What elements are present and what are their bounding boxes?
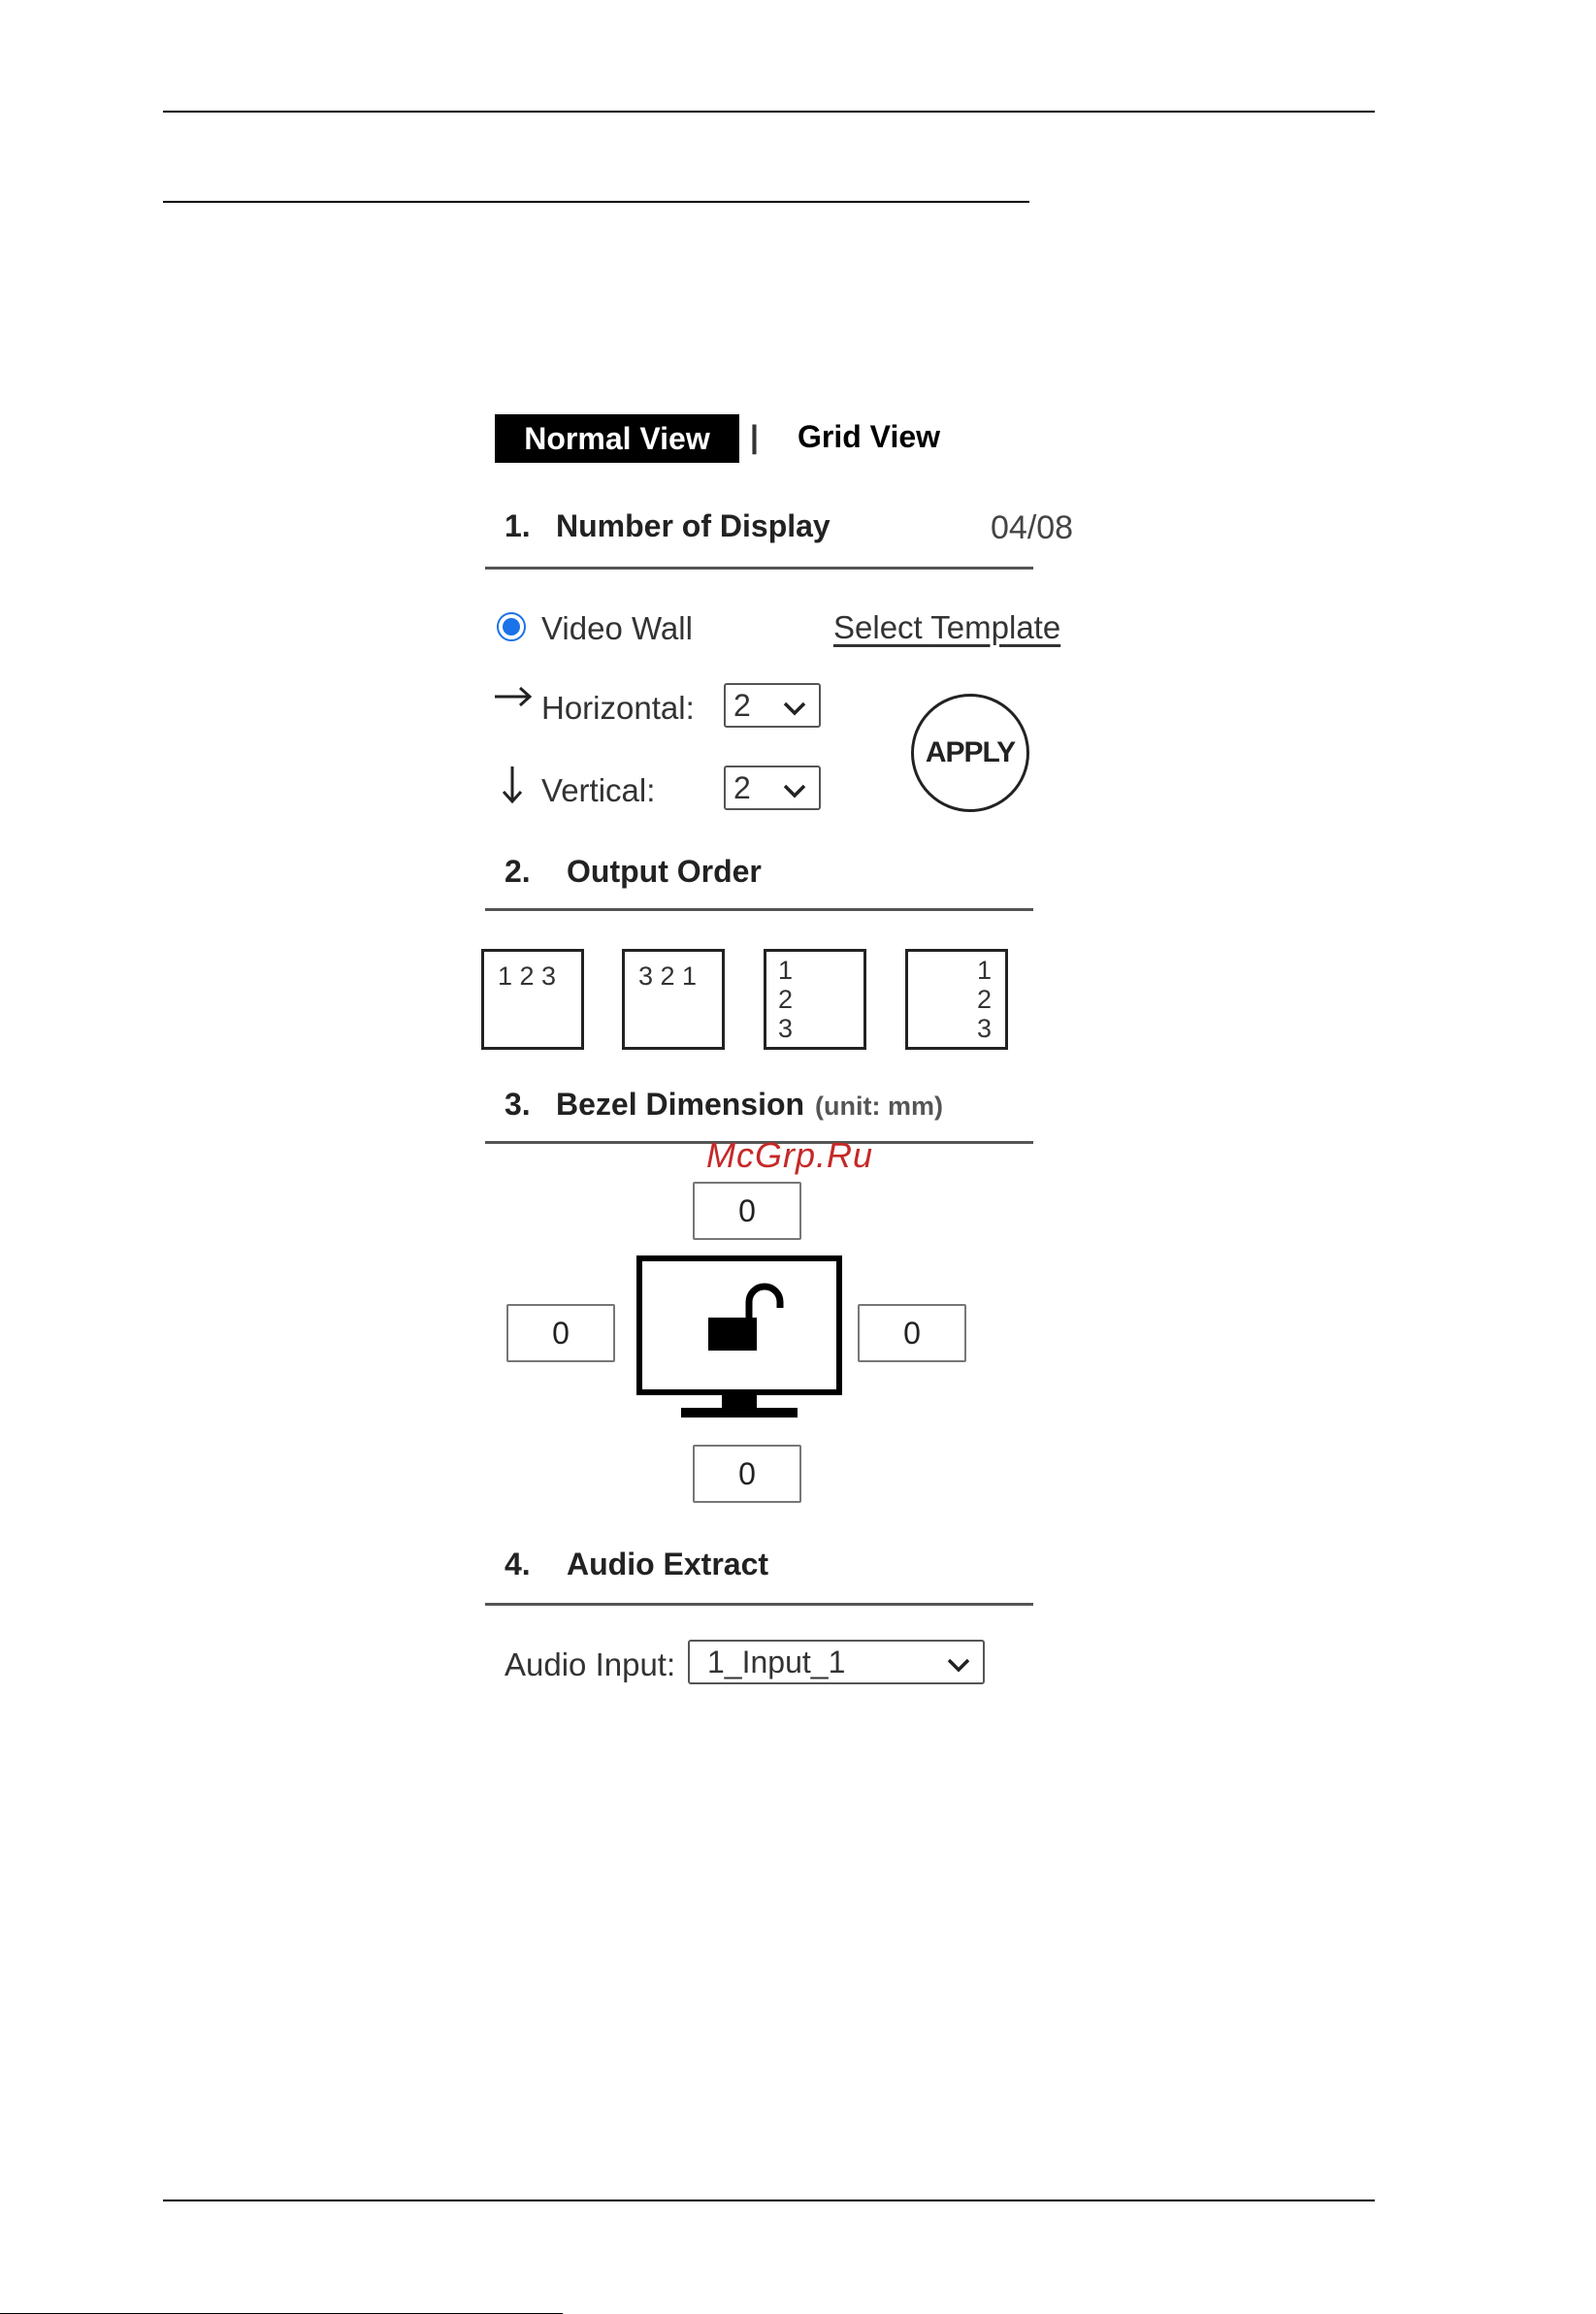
order-digit: 3	[778, 1014, 794, 1043]
section4-divider	[485, 1603, 1033, 1606]
section3-number: 3.	[505, 1087, 531, 1122]
section1-number: 1.	[505, 508, 531, 543]
bezel-top-input[interactable]: 0	[693, 1182, 801, 1240]
order-right-to-left-button[interactable]	[622, 949, 725, 1050]
order-left-to-right-button[interactable]	[481, 949, 584, 1050]
watermark-text: McGrp.Ru	[706, 1135, 874, 1175]
arrow-right-icon	[493, 685, 534, 713]
horizontal-label: Horizontal:	[541, 690, 695, 726]
chevron-down-icon	[782, 770, 807, 806]
section2-number: 2.	[505, 854, 531, 889]
footer-rule	[163, 2200, 1375, 2201]
section4-title: Audio Extract	[567, 1547, 769, 1581]
tab-separator: |	[750, 419, 759, 454]
chevron-down-icon	[782, 688, 807, 724]
order-digit: 1	[976, 956, 992, 985]
apply-button[interactable]: APPLY	[911, 694, 1029, 812]
tab-normal-view[interactable]: Normal View	[495, 414, 739, 463]
bezel-left-input[interactable]: 0	[506, 1304, 615, 1362]
section2-divider	[485, 908, 1033, 911]
order-digit: 2	[976, 985, 992, 1014]
order-top-to-bottom-right-button[interactable]	[905, 949, 1008, 1050]
section3-title: Bezel Dimension	[556, 1087, 805, 1122]
chevron-down-icon	[946, 1645, 971, 1680]
display-count: 04/08	[991, 509, 1074, 546]
video-wall-radio[interactable]	[497, 612, 526, 641]
header-rule	[163, 111, 1375, 113]
tab-grid-view[interactable]: Grid View	[798, 419, 941, 454]
section3-unit: (unit: mm)	[815, 1092, 943, 1121]
section4-number: 4.	[505, 1547, 531, 1581]
arrow-down-icon	[501, 765, 524, 810]
select-template-link[interactable]: Select Template	[833, 609, 1061, 645]
order-label: 3 2 1	[638, 961, 698, 991]
order-digit: 3	[976, 1014, 992, 1043]
unlock-icon	[706, 1283, 788, 1359]
section2-title: Output Order	[567, 854, 762, 889]
section1-title: Number of Display	[556, 508, 831, 543]
order-label: 1 2 3	[498, 961, 557, 991]
video-wall-label: Video Wall	[541, 610, 693, 646]
vertical-label: Vertical:	[541, 772, 656, 808]
order-digit: 2	[778, 985, 794, 1014]
vertical-select-value: 2	[733, 769, 751, 805]
audio-input-select[interactable]	[688, 1640, 985, 1684]
bezel-bottom-input[interactable]: 0	[693, 1445, 801, 1503]
vertical-select[interactable]	[724, 766, 821, 810]
horizontal-select-value: 2	[733, 687, 751, 723]
horizontal-select[interactable]	[724, 683, 821, 728]
audio-input-value: 1_Input_1	[707, 1644, 846, 1679]
section1-divider	[485, 567, 1033, 570]
audio-input-label: Audio Input:	[505, 1646, 676, 1682]
order-digit: 1	[778, 956, 794, 985]
order-top-to-bottom-left-button[interactable]	[764, 949, 866, 1050]
subheader-rule	[163, 201, 1029, 203]
bezel-right-input[interactable]: 0	[858, 1304, 966, 1362]
